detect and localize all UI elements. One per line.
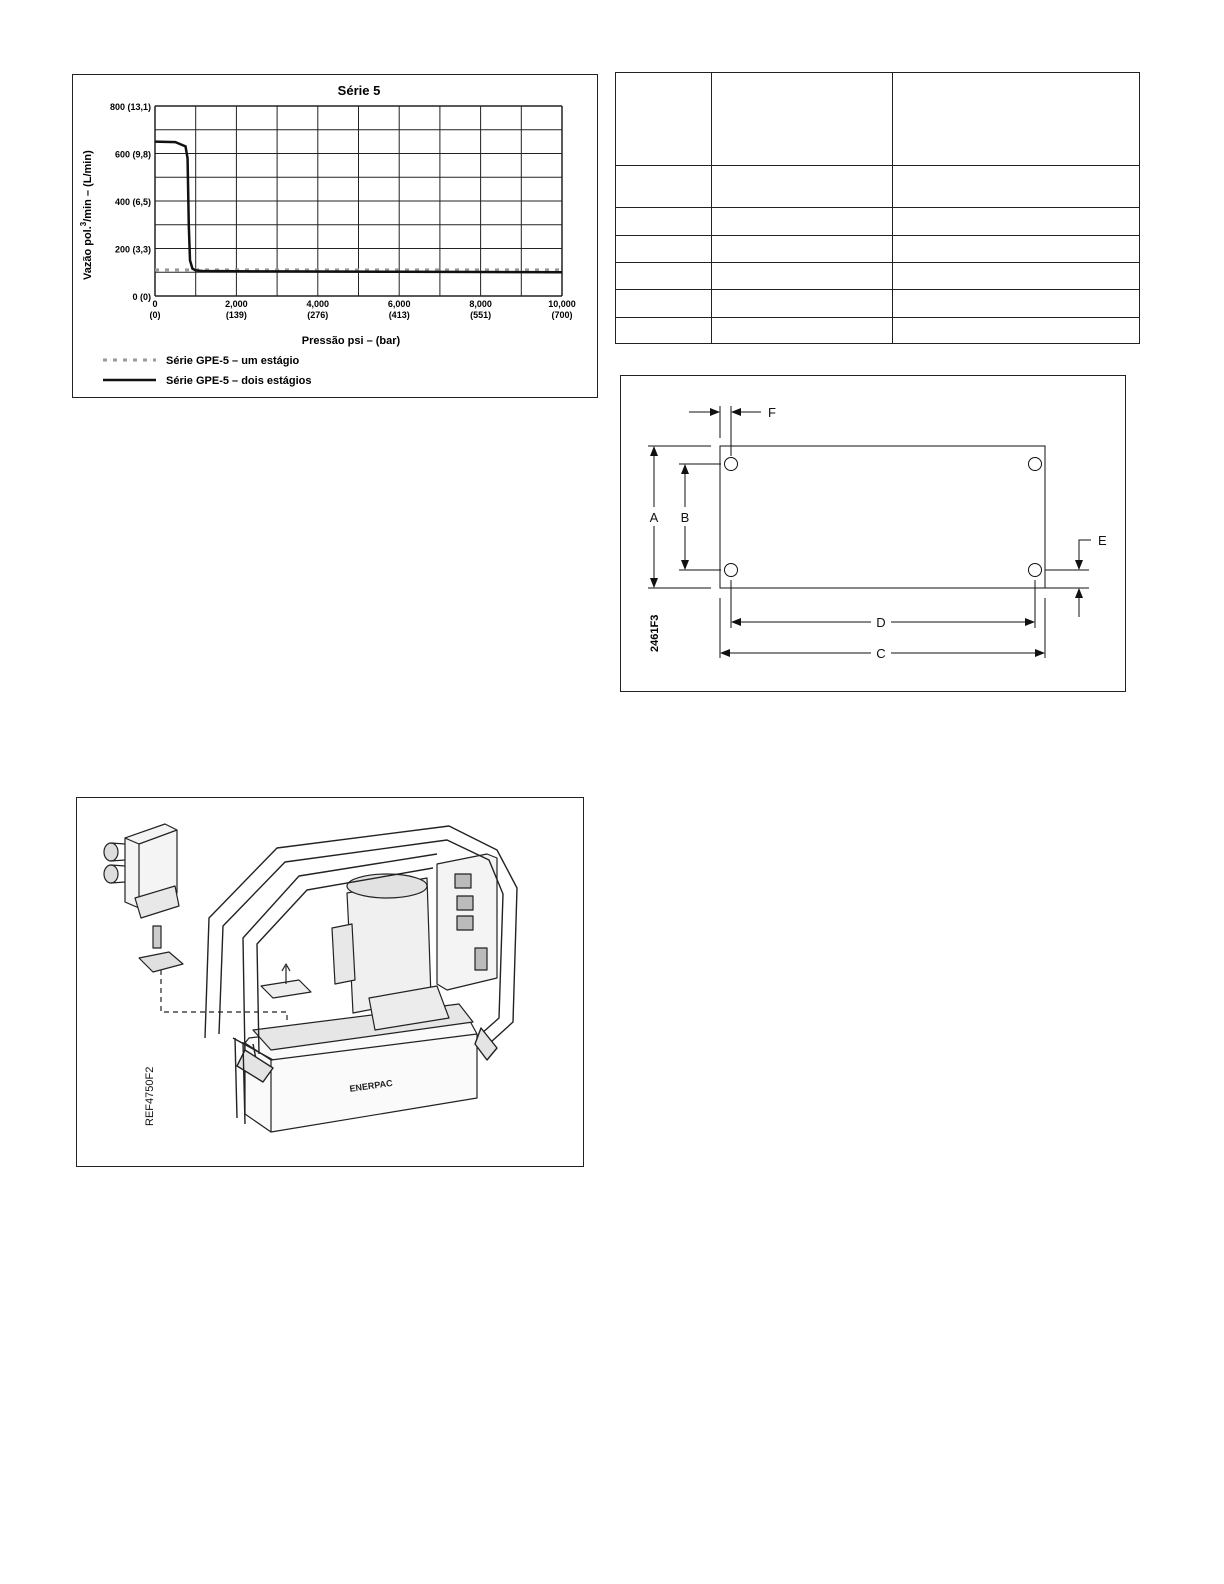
- table-row: [616, 208, 1140, 235]
- table-row: [616, 317, 1140, 343]
- y-tick-label: 600 (9,8): [114, 149, 151, 160]
- y-axis-label-prefix: Vazão pol.: [82, 226, 94, 280]
- chart-legend: [103, 355, 312, 387]
- specification-table: [615, 72, 1140, 344]
- x-tick-label: 6,000: [387, 299, 411, 309]
- flow-chart-panel: [72, 74, 598, 398]
- figure-id-2461f3: 2461F3: [649, 614, 661, 652]
- table-cell: [712, 166, 893, 208]
- label-c: C: [876, 646, 886, 661]
- chart-title: Série 5: [337, 83, 381, 98]
- y-axis-label-superscript: 3: [79, 221, 88, 227]
- x-tick-sublabel: (0): [149, 310, 161, 320]
- mounting-hole-top-left: [725, 458, 738, 471]
- valve-gasket: [139, 952, 183, 972]
- switch-4: [475, 948, 487, 970]
- y-axis-label: [79, 150, 94, 280]
- table-header-row: [616, 73, 1140, 166]
- table-cell: [616, 73, 712, 166]
- x-tick-sublabel: (276): [307, 310, 329, 320]
- table-cell: [712, 289, 893, 317]
- switch-3: [457, 916, 473, 930]
- label-f: F: [768, 405, 776, 420]
- mounting-hole-top-right: [1029, 458, 1042, 471]
- specification-table-panel: [615, 72, 1140, 344]
- x-axis-label: Pressão psi – (bar): [301, 335, 401, 347]
- flow-pressure-chart: [73, 75, 596, 396]
- table-row: [616, 166, 1140, 208]
- label-a: A: [649, 510, 659, 525]
- figure-id-ref4750f2: REF4750F2: [144, 1066, 156, 1126]
- x-tick-label: 4,000: [306, 299, 330, 309]
- table-cell: [712, 73, 893, 166]
- x-tick-sublabel: (551): [470, 310, 492, 320]
- x-tick-label: 8,000: [469, 299, 492, 309]
- table-row: [616, 235, 1140, 262]
- table-cell: [893, 262, 1140, 289]
- control-box: [437, 854, 497, 990]
- pump-assembly-illustration: [77, 798, 582, 1165]
- table-cell: [616, 235, 712, 262]
- table-cell: [616, 289, 712, 317]
- table-cell: [893, 166, 1140, 208]
- table-cell: [616, 208, 712, 235]
- table-cell: [712, 235, 893, 262]
- dimension-f: [689, 406, 761, 456]
- reservoir-tank: [245, 1004, 477, 1132]
- chart-axes: [110, 102, 576, 320]
- label-d: D: [876, 615, 886, 630]
- x-tick-label: 10,000: [548, 299, 576, 309]
- base-plate-outline: [720, 446, 1045, 588]
- x-tick-sublabel: (139): [225, 310, 247, 320]
- table-cell: [712, 208, 893, 235]
- label-b: B: [680, 510, 690, 525]
- table-cell: [893, 317, 1140, 343]
- table-cell: [893, 289, 1140, 317]
- table-row: [616, 289, 1140, 317]
- table-row: [616, 262, 1140, 289]
- switch-1: [455, 874, 471, 888]
- switch-2: [457, 896, 473, 910]
- table-cell: [616, 317, 712, 343]
- y-tick-label: 200 (3,3): [114, 244, 151, 255]
- mounting-hole-bottom-left: [725, 564, 738, 577]
- dashed-leader-line: [161, 970, 287, 1024]
- x-tick-sublabel: (413): [388, 310, 410, 320]
- y-tick-label: 400 (6,5): [114, 197, 151, 207]
- electric-motor: [332, 874, 449, 1030]
- valve-block-drawing: [104, 824, 183, 972]
- dimension-e: [1045, 540, 1091, 617]
- table-cell: [893, 208, 1140, 235]
- brand-logo: ENERPAC: [348, 1077, 394, 1094]
- valve-fitting: [153, 926, 161, 948]
- table-cell: [616, 262, 712, 289]
- mounting-hole-bottom-right: [1029, 564, 1042, 577]
- x-tick-label: 2,000: [225, 299, 248, 309]
- legend-label-single-stage: Série GPE-5 – um estágio: [166, 355, 300, 367]
- y-axis-label-suffix: /min – (L/min): [82, 150, 94, 222]
- x-tick-sublabel: (700): [551, 310, 573, 320]
- table-cell: [712, 262, 893, 289]
- legend-label-two-stage: Série GPE-5 – dois estágios: [166, 375, 312, 387]
- chart-grid: [155, 106, 562, 296]
- mounting-dimensions-panel: [620, 375, 1126, 692]
- label-e: E: [1098, 533, 1107, 548]
- table-cell: [893, 235, 1140, 262]
- x-tick-label: 0: [152, 299, 158, 309]
- y-tick-label: 800 (13,1): [109, 102, 151, 112]
- pump-assembly-panel: [76, 797, 584, 1167]
- table-cell: [616, 166, 712, 208]
- y-tick-label: 0 (0): [132, 292, 151, 302]
- table-cell: [893, 73, 1140, 166]
- table-cell: [712, 317, 893, 343]
- mounting-dimensions-diagram: [621, 376, 1124, 690]
